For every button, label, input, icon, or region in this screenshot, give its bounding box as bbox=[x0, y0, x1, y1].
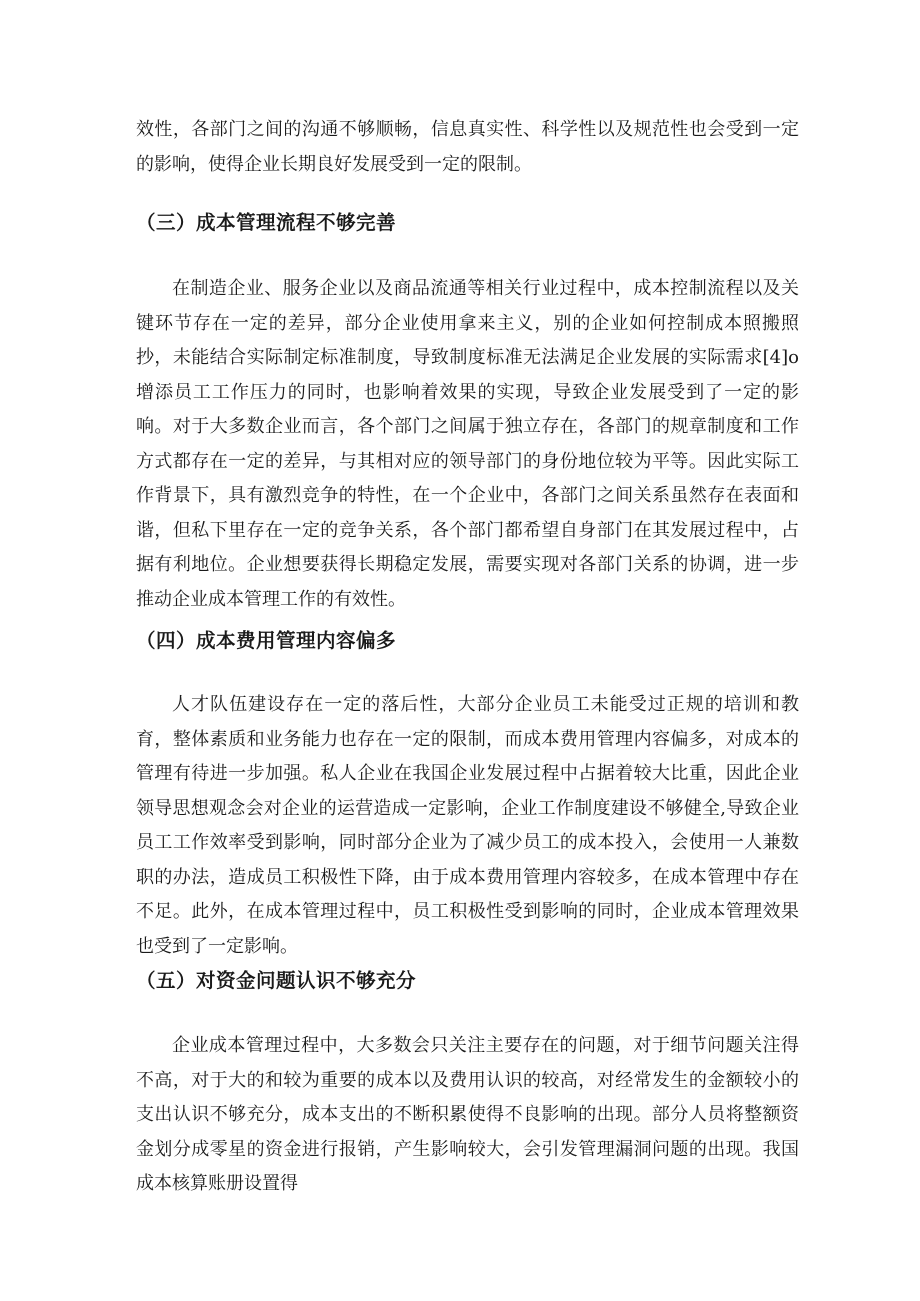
section-heading-3: （三）成本管理流程不够完善 bbox=[136, 211, 397, 234]
section-heading-4: （四）成本费用管理内容偏多 bbox=[136, 629, 397, 652]
body-paragraph-continued: 效性，各部门之间的沟通不够顺畅，信息真实性、科学性以及规范性也会受到一定的影响，使得企业长期良好发展受到一定的限制。 bbox=[136, 119, 799, 175]
body-paragraph: 企业成本管理过程中，大多数会只关注主要存在的问题，对于细节问题关注得不高，对于大的和较为重要的成本以及费用认识的较高，对经常发生的金额较小的支出认识不够充分，成本支出的不断积累使得不良影响的出现。部分人员将整额资金划分成零星的资金进行报销，产生影响较大，会引发管理漏洞问题的出现。我国成本核算账册设置得 bbox=[136, 1035, 799, 1194]
body-paragraph: 人才队伍建设存在一定的落后性，大部分企业员工未能受过正规的培训和教育，整体素质和业务能力也存在一定的限制，而成本费用管理内容偏多，对成本的管理有待进一步加强。私人企业在我国企业发展过程中占据着较大比重，因此企业领导思想观念会对企业的运营造成一定影响，企业工作制度建设不够健全,导致企业员工工作效率受到影响，同时部分企业为了减少员工的成本投入，会使用一人兼数职的办法，造成员工积极性下降，由于成本费用管理内容较多，在成本管理中存在不足。此外，在成本管理过程中，员工积极性受到影响的同时，企业成本管理效果也受到了一定影响。 bbox=[136, 694, 799, 957]
body-paragraph: 在制造企业、服务企业以及商品流通等相关行业过程中，成本控制流程以及关键环节存在一定的差异，部分企业使用拿来主义，别的企业如何控制成本照搬照抄，未能结合实际制定标准制度，导致制度标准无法满足企业发展的实际需求[4]o增添员工工作压力的同时，也影响着效果的实现，导致企业发展受到了一定的影响。对于大多数企业而言，各个部门之间属于独立存在，各部门的规章制度和工作方式都存在一定的差异，与其相对应的领导部门的身份地位较为平等。因此实际工作背景下，具有激烈竞争的特性，在一个企业中，各部门之间关系虽然存在表面和谐，但私下里存在一定的竞争关系，各个部门都希望自身部门在其发展过程中，占据有利地位。企业想要获得长期稳定发展，需要实现对各部门关系的协调，进一步推动企业成本管理工作的有效性。 bbox=[136, 278, 799, 610]
section-heading-5: （五）对资金问题认识不够充分 bbox=[136, 969, 417, 992]
